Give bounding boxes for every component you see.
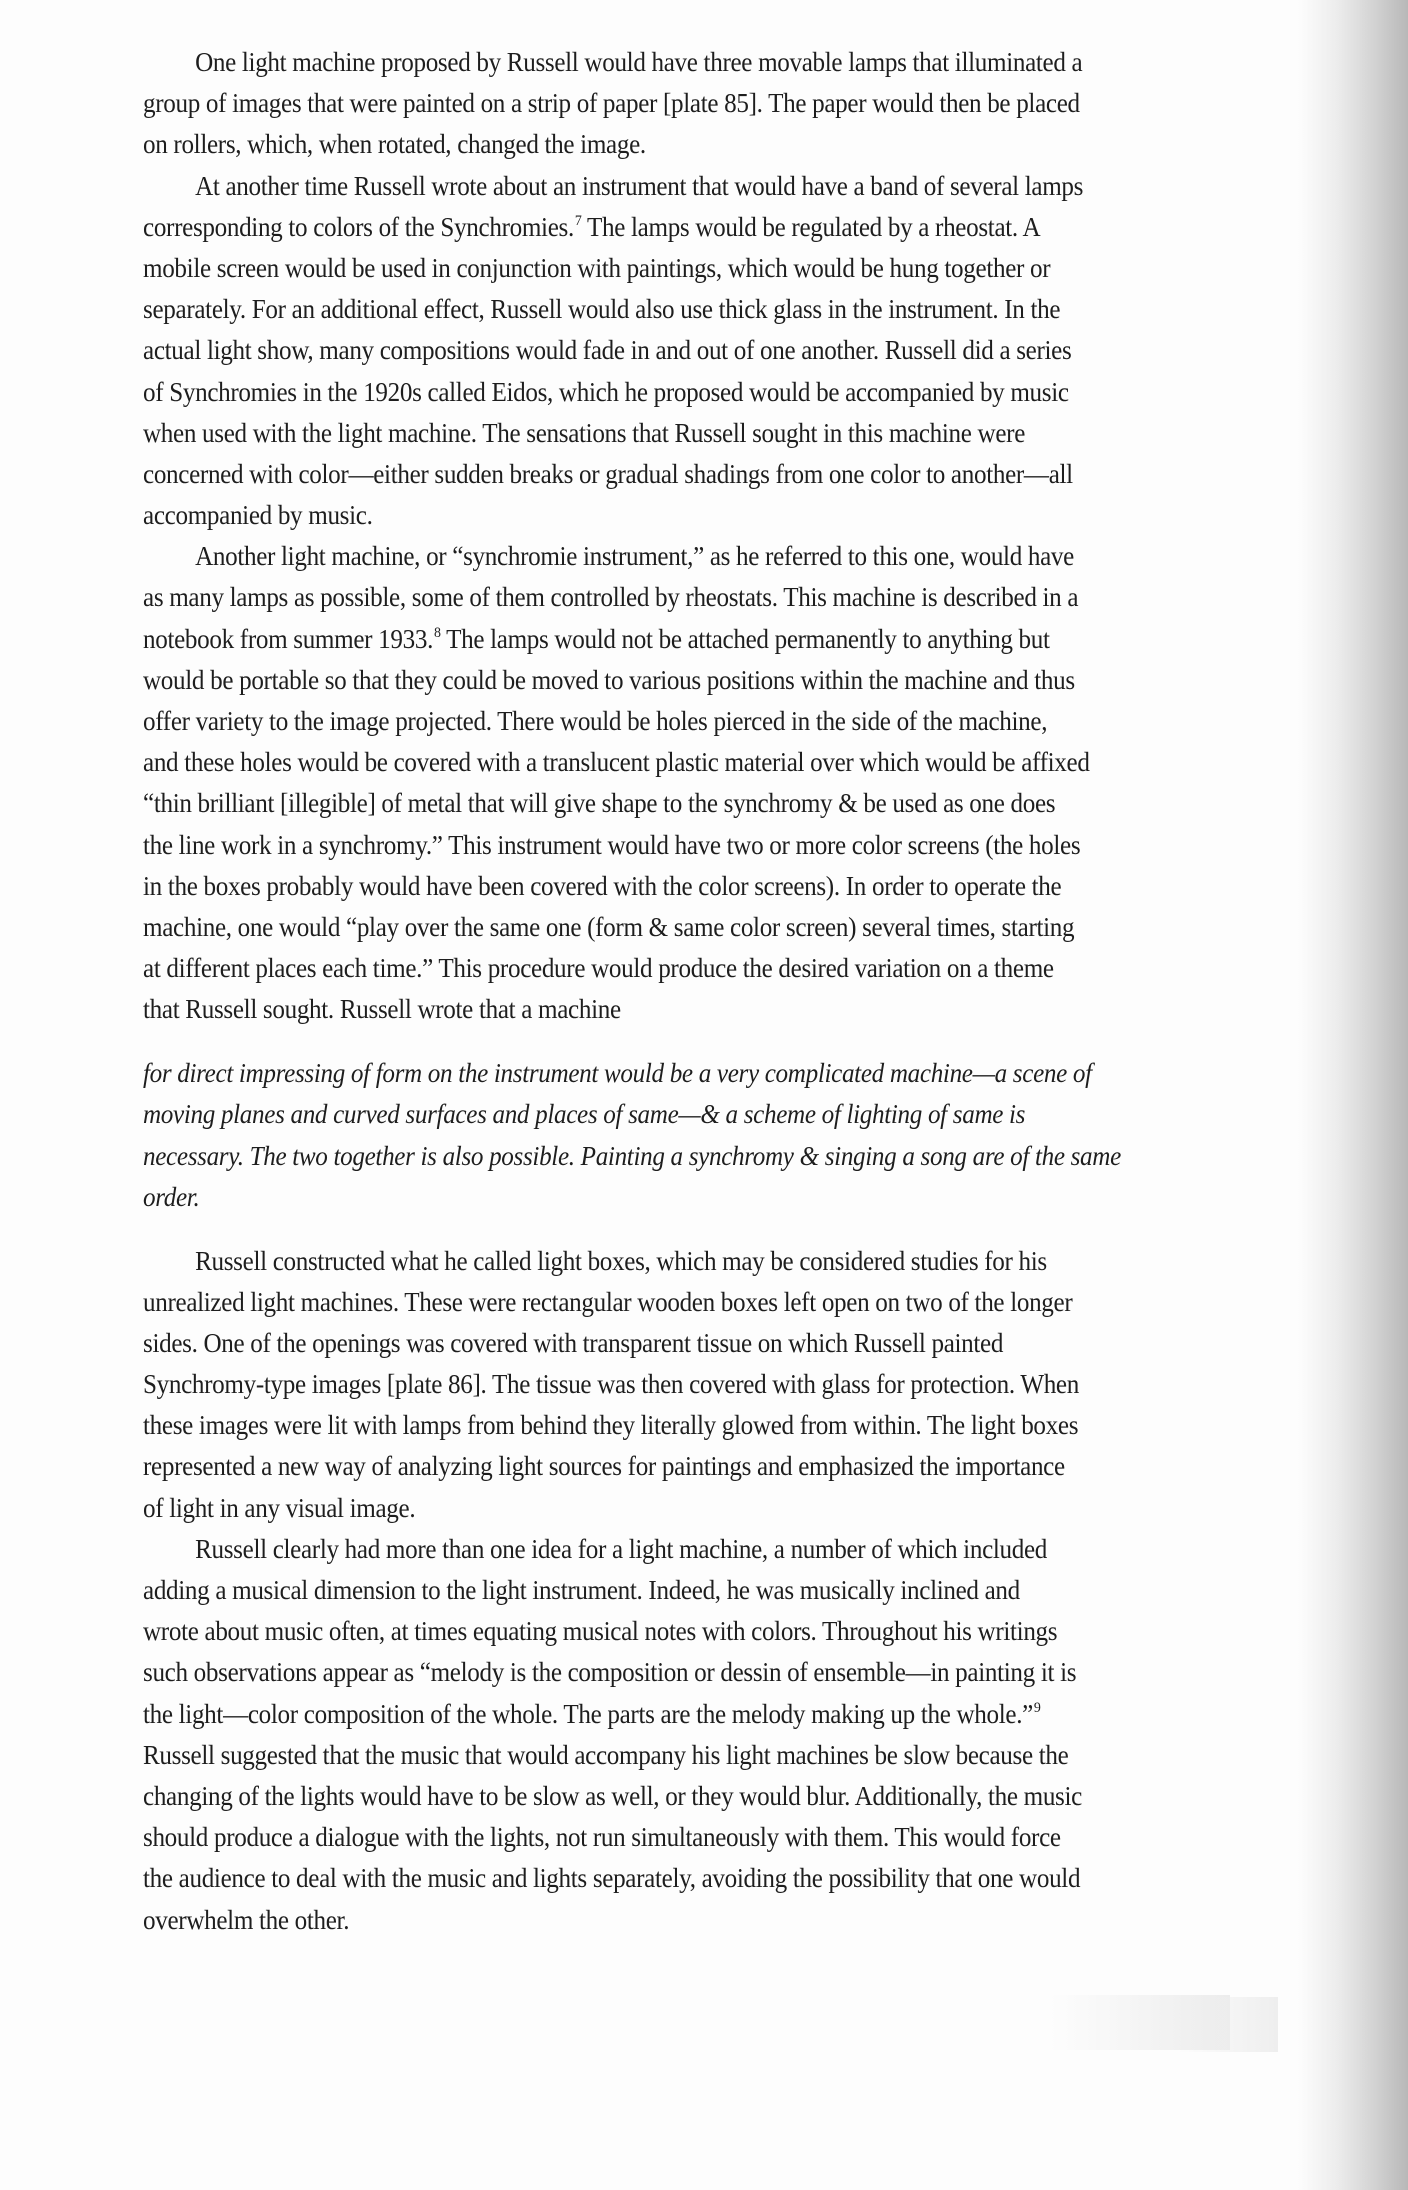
text-segment: notebook from summer 1933. <box>143 623 434 654</box>
text-line: One light machine proposed by Russell would have three movable lamps that illuminated a <box>195 47 1083 77</box>
paragraph-2 <box>143 166 1343 537</box>
text-line: offer variety to the image projected. There would be holes pierced in the side of the machine, <box>143 706 1048 736</box>
text-line: concerned with color—either sudden breaks or gradual shadings from one color to another—all <box>143 458 1073 489</box>
text-line: “thin brilliant [illegible] of metal that will give shape to the synchromy & be used as one does <box>143 788 1056 819</box>
text-line: on rollers, which, when rotated, changed the image. <box>143 129 646 160</box>
text-line: Russell clearly had more than one idea for a light machine, a number of which included <box>195 1533 1048 1564</box>
text-line: machine, one would “play over the same one (form & same color screen) several times, starting <box>143 911 1075 942</box>
text-line: when used with the light machine. The sensations that Russell sought in this machine were <box>143 417 1026 448</box>
text-line: and these holes would be covered with a translucent plastic material over which would be affixed <box>143 747 1090 778</box>
paragraph-1 <box>143 42 1343 166</box>
footnote-marker-9[interactable]: 9 <box>1033 1699 1041 1716</box>
text-line: separately. For an additional effect, Russell would also use thick glass in the instrument. In the <box>143 294 1061 325</box>
text-line: of light in any visual image. <box>143 1492 416 1523</box>
text-line: accompanied by music. <box>143 500 373 531</box>
text-line: would be portable so that they could be moved to various positions within the machine and thus <box>143 664 1075 695</box>
text-line: the line work in a synchromy.” This instrument would have two or more color screens (the holes <box>143 829 1081 860</box>
quote-line: moving planes and curved surfaces and places of same—& a scheme of lighting of same is <box>143 1099 1026 1129</box>
text-line: at different places each time.” This procedure would produce the desired variation on a theme <box>143 953 1054 984</box>
text-line-with-footnote <box>143 1694 1259 1735</box>
block-quote <box>143 1053 1343 1219</box>
footnote-marker-7[interactable]: 7 <box>574 212 582 229</box>
text-line: wrote about music often, at times equating musical notes with colors. Throughout his writings <box>143 1616 1058 1647</box>
scan-artifact <box>1178 1997 1278 2052</box>
paragraph-6 <box>143 1529 1343 1941</box>
text-line: that Russell sought. Russell wrote that a machine <box>143 994 621 1025</box>
text-line: Synchromy-type images [plate 86]. The tissue was then covered with glass for protection. When <box>143 1369 1079 1400</box>
text-line: mobile screen would be used in conjunction with paintings, which would be hung together or <box>143 252 1051 283</box>
text-line: sides. One of the openings was covered with transparent tissue on which Russell painted <box>143 1327 1004 1358</box>
text-segment: The lamps would be regulated by a rheostat. A <box>581 211 1041 242</box>
page-body-text <box>143 42 1343 1941</box>
paragraph-3 <box>143 536 1343 1030</box>
text-segment: the light—color composition of the whole. The parts are the melody making up the whole.” <box>143 1698 1033 1729</box>
quote-line: necessary. The two together is also possible. Painting a synchromy & singing a song are of the same <box>143 1140 1121 1171</box>
text-line: these images were lit with lamps from behind they literally glowed from within. The light boxes <box>143 1410 1079 1441</box>
quote-line: for direct impressing of form on the instrument would be a very complicated machine—a scene of <box>143 1057 1092 1088</box>
text-line: in the boxes probably would have been covered with the color screens). In order to operate the <box>143 870 1062 901</box>
text-line: as many lamps as possible, some of them controlled by rheostats. This machine is described in a <box>143 582 1079 613</box>
footnote-marker-8[interactable]: 8 <box>433 624 441 641</box>
text-line: of Synchromies in the 1920s called Eidos, which he proposed would be accompanied by music <box>143 376 1069 407</box>
text-line: Russell constructed what he called light boxes, which may be considered studies for his <box>195 1245 1047 1276</box>
text-line: group of images that were painted on a strip of paper [plate 85]. The paper would then be placed <box>143 88 1080 119</box>
text-line-with-footnote <box>143 619 1259 660</box>
text-line: overwhelm the other. <box>143 1904 350 1935</box>
text-line: such observations appear as “melody is the composition or dessin of ensemble—in painting it is <box>143 1657 1077 1688</box>
text-line: unrealized light machines. These were rectangular wooden boxes left open on two of the longer <box>143 1286 1073 1317</box>
text-line: changing of the lights would have to be slow as well, or they would blur. Additionally, the music <box>143 1780 1082 1811</box>
text-line: At another time Russell wrote about an instrument that would have a band of several lamps <box>195 170 1084 201</box>
text-line: Russell suggested that the music that would accompany his light machines be slow because the <box>143 1739 1069 1770</box>
text-line: Another light machine, or “synchromie instrument,” as he referred to this one, would have <box>195 541 1074 572</box>
text-line: actual light show, many compositions would fade in and out of one another. Russell did a series <box>143 335 1072 366</box>
text-line: should produce a dialogue with the lights, not run simultaneously with them. This would force <box>143 1822 1061 1853</box>
paragraph-5 <box>143 1241 1343 1529</box>
text-line-with-footnote <box>143 207 1259 248</box>
text-segment: The lamps would not be attached permanently to anything but <box>440 623 1050 654</box>
text-line: represented a new way of analyzing light sources for paintings and emphasized the importance <box>143 1451 1065 1482</box>
text-segment: corresponding to colors of the Synchromies. <box>143 211 574 242</box>
text-line: adding a musical dimension to the light instrument. Indeed, he was musically inclined and <box>143 1575 1020 1605</box>
text-line: the audience to deal with the music and lights separately, avoiding the possibility that one would <box>143 1863 1081 1894</box>
quote-line: order. <box>143 1182 200 1212</box>
